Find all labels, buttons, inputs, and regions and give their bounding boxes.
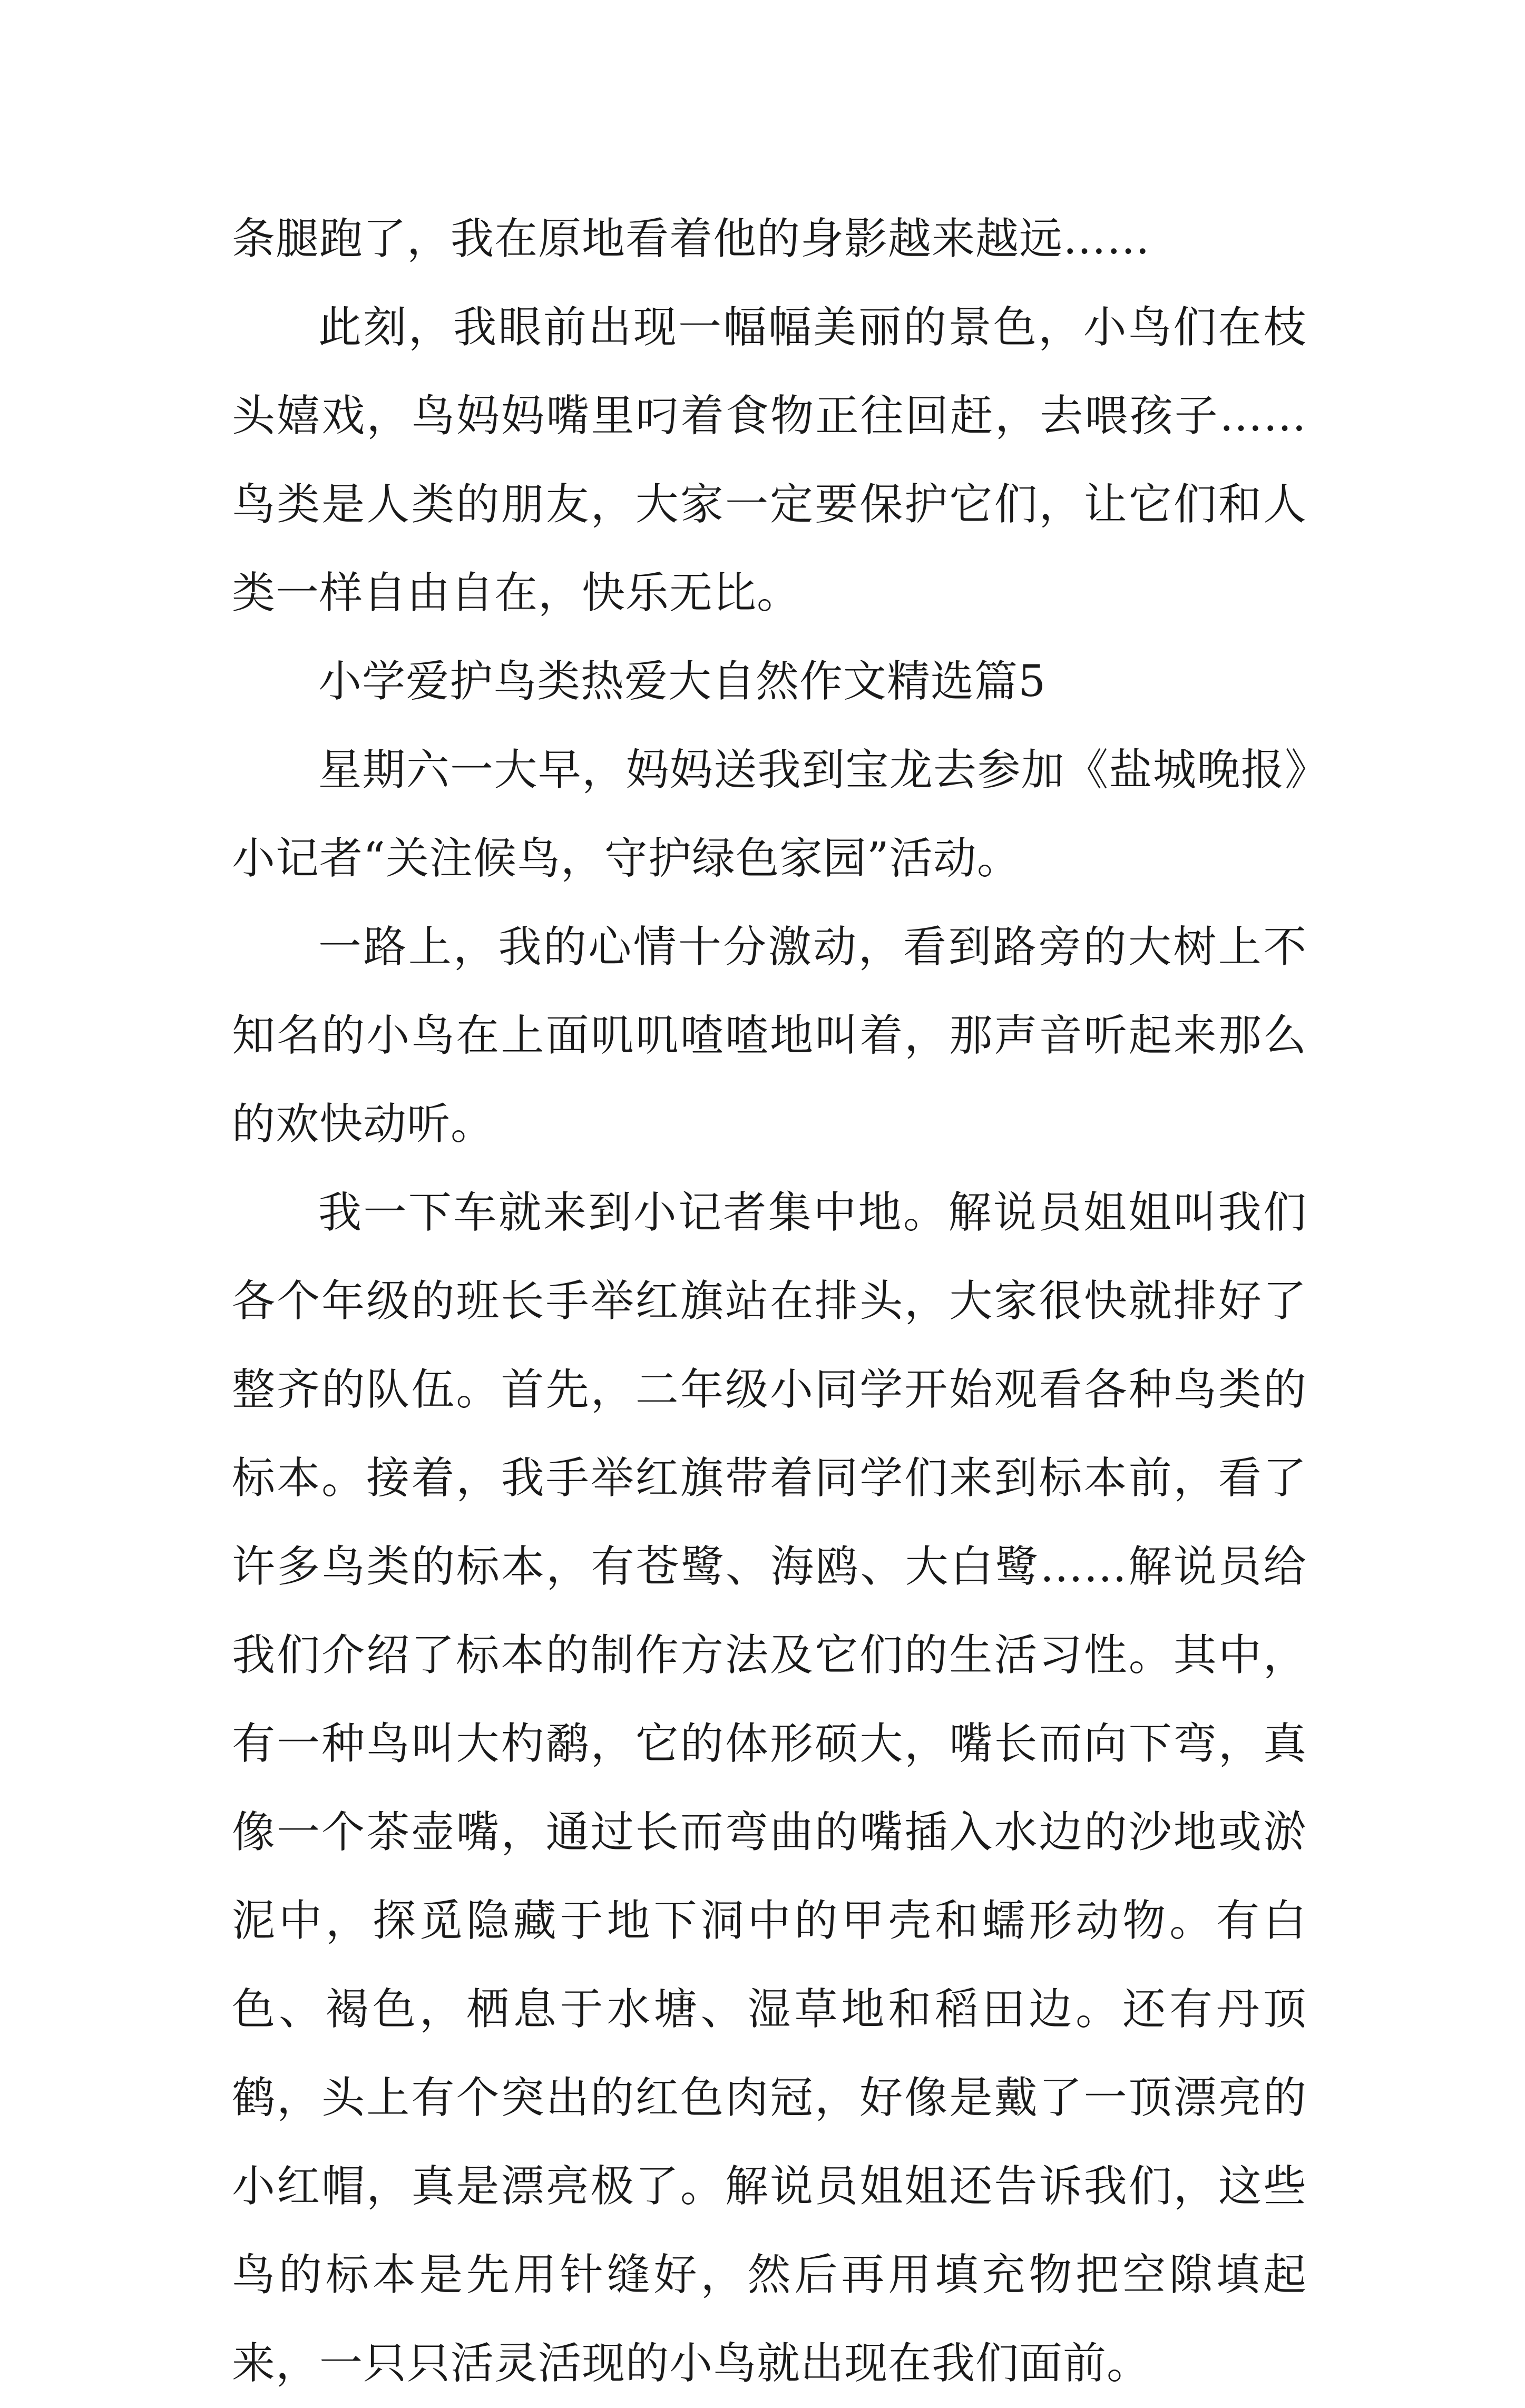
document-body (232, 195, 1307, 2408)
paragraph-saturday: 星期六一大早，妈妈送我到宝龙去参加《盐城晚报》小记者“关注候鸟，守护绿色家园”活动。 (232, 745, 1307, 884)
paragraph-specimens: 我一下车就来到小记者集中地。解说员姐姐叫我们各个年级的班长手举红旗站在排头，大家很快就排好了整齐的队伍。首先，二年级小同学开始观看各种鸟类的标本。接着，我手举红旗带着同学们来到标本前，看了许多鸟类的标本，有苍鹭、海鸥、大白鹭……解说员给我们介绍了标本的制作方法及它们的生活习性。其中，有一种鸟叫大杓鹬，它的体形硕大，嘴长而向下弯，真像一个茶壶嘴，通过长而弯曲的嘴插入水边的沙地或淤泥中，探觅隐藏于地下洞中的甲壳和蠕形动物。有白色、褐色，栖息于水塘、湿草地和稻田边。还有丹顶鹤，头上有个突出的红色肉冠，好像是戴了一顶漂亮的小红帽，真是漂亮极了。解说员姐姐还告诉我们，这些鸟的标本是先用针缝好，然后再用填充物把空隙填起来，一只只活灵活现的小鸟就出现在我们面前。 (232, 1188, 1307, 2389)
paragraph-continuation: 条腿跑了，我在原地看着他的身影越来越远…… (232, 214, 1151, 264)
section-heading: 小学爱护鸟类热爱大自然作文精选篇5 (318, 657, 1047, 707)
paragraph-on-the-way: 一路上，我的心情十分激动，看到路旁的大树上不知名的小鸟在上面叽叽喳喳地叫着，那声音听起来那么的欢快动听。 (232, 922, 1307, 1149)
paragraph-scenery: 此刻，我眼前出现一幅幅美丽的景色，小鸟们在枝头嬉戏，鸟妈妈嘴里叼着食物正往回赶，去喂孩子……鸟类是人类的朋友，大家一定要保护它们，让它们和人类一样自由自在，快乐无比。 (232, 302, 1307, 618)
